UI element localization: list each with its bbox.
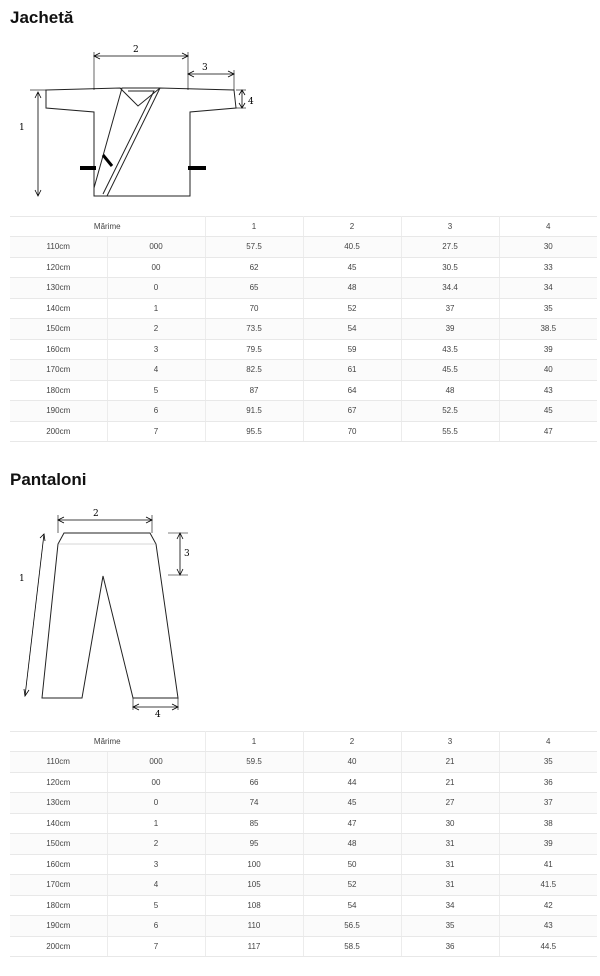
measurement-cell: 31 [401, 875, 499, 896]
measurement-cell: 95.5 [205, 421, 303, 442]
measurement-cell: 108 [205, 895, 303, 916]
measurement-cell: 100 [205, 854, 303, 875]
measurement-cell: 39 [401, 319, 499, 340]
measurement-cell: 47 [499, 421, 597, 442]
header-size: Mărime [10, 732, 205, 752]
measurement-cell: 74 [205, 793, 303, 814]
measurement-cell: 30 [499, 237, 597, 258]
measurement-cell: 79.5 [205, 339, 303, 360]
jacket-lapel [94, 88, 160, 196]
measurement-cell: 33 [499, 257, 597, 278]
header-col: 3 [401, 217, 499, 237]
header-col: 4 [499, 217, 597, 237]
height-cell: 180cm [10, 380, 107, 401]
height-cell: 160cm [10, 854, 107, 875]
pants-dim-4-label: 4 [155, 710, 161, 720]
table-row [10, 401, 597, 422]
table-row [10, 916, 597, 937]
pants-diagram [0, 500, 200, 720]
measurement-cell: 45 [303, 793, 401, 814]
height-cell: 180cm [10, 895, 107, 916]
height-cell: 140cm [10, 813, 107, 834]
size-cell: 5 [107, 895, 205, 916]
size-cell: 7 [107, 421, 205, 442]
pants-dim-3-label: 3 [184, 549, 190, 559]
measurement-cell: 65 [205, 278, 303, 299]
size-cell: 1 [107, 813, 205, 834]
size-cell: 2 [107, 834, 205, 855]
table-row [10, 257, 597, 278]
size-cell: 4 [107, 875, 205, 896]
measurement-cell: 110 [205, 916, 303, 937]
table-row [10, 278, 597, 299]
height-cell: 120cm [10, 772, 107, 793]
table-row [10, 319, 597, 340]
jacket-title: Jachetă [10, 8, 74, 27]
measurement-cell: 67 [303, 401, 401, 422]
measurement-cell: 39 [499, 339, 597, 360]
measurement-cell: 52.5 [401, 401, 499, 422]
table-row [10, 380, 597, 401]
measurement-cell: 48 [303, 834, 401, 855]
size-cell: 0 [107, 278, 205, 299]
measurement-cell: 47 [303, 813, 401, 834]
table-row [10, 936, 597, 957]
measurement-cell: 42 [499, 895, 597, 916]
measurement-cell: 43 [499, 380, 597, 401]
pants-outline [42, 533, 178, 698]
measurement-cell: 54 [303, 895, 401, 916]
measurement-cell: 44 [303, 772, 401, 793]
jacket-dim-2-label: 2 [133, 45, 139, 55]
measurement-cell: 45 [499, 401, 597, 422]
size-cell: 00 [107, 257, 205, 278]
measurement-cell: 30 [401, 813, 499, 834]
height-cell: 200cm [10, 421, 107, 442]
measurement-cell: 40 [499, 360, 597, 381]
measurement-cell: 64 [303, 380, 401, 401]
table-row [10, 834, 597, 855]
pants-dim-1-label: 1 [19, 574, 25, 584]
measurement-cell: 59 [303, 339, 401, 360]
header-col: 2 [303, 732, 401, 752]
measurement-cell: 40 [303, 752, 401, 773]
measurement-cell: 54 [303, 319, 401, 340]
measurement-cell: 43 [499, 916, 597, 937]
height-cell: 110cm [10, 752, 107, 773]
size-cell: 5 [107, 380, 205, 401]
measurement-cell: 38.5 [499, 319, 597, 340]
height-cell: 140cm [10, 298, 107, 319]
measurement-cell: 35 [401, 916, 499, 937]
table-header-row [10, 732, 597, 752]
measurement-cell: 38 [499, 813, 597, 834]
measurement-cell: 66 [205, 772, 303, 793]
height-cell: 160cm [10, 339, 107, 360]
header-col: 1 [205, 732, 303, 752]
size-cell: 4 [107, 360, 205, 381]
measurement-cell: 57.5 [205, 237, 303, 258]
table-row [10, 813, 597, 834]
jacket-dim-1-label: 1 [19, 123, 25, 133]
table-row [10, 895, 597, 916]
size-cell: 3 [107, 339, 205, 360]
height-cell: 170cm [10, 875, 107, 896]
height-cell: 120cm [10, 257, 107, 278]
table-row [10, 772, 597, 793]
size-cell: 000 [107, 752, 205, 773]
jacket-size-table [10, 216, 597, 442]
measurement-cell: 95 [205, 834, 303, 855]
measurement-cell: 91.5 [205, 401, 303, 422]
measurement-cell: 52 [303, 298, 401, 319]
height-cell: 150cm [10, 319, 107, 340]
measurement-cell: 34.4 [401, 278, 499, 299]
measurement-cell: 48 [401, 380, 499, 401]
measurement-cell: 21 [401, 752, 499, 773]
measurement-cell: 52 [303, 875, 401, 896]
measurement-cell: 48 [303, 278, 401, 299]
measurement-cell: 27.5 [401, 237, 499, 258]
measurement-cell: 37 [401, 298, 499, 319]
size-cell: 000 [107, 237, 205, 258]
jacket-dim-3-label: 3 [202, 63, 208, 73]
size-cell: 7 [107, 936, 205, 957]
pants-dim-2-label: 2 [93, 509, 99, 519]
header-size: Mărime [10, 217, 205, 237]
measurement-cell: 70 [205, 298, 303, 319]
measurement-cell: 87 [205, 380, 303, 401]
header-col: 1 [205, 217, 303, 237]
measurement-cell: 55.5 [401, 421, 499, 442]
measurement-cell: 40.5 [303, 237, 401, 258]
measurement-cell: 45 [303, 257, 401, 278]
header-col: 2 [303, 217, 401, 237]
measurement-cell: 73.5 [205, 319, 303, 340]
height-cell: 190cm [10, 401, 107, 422]
measurement-cell: 82.5 [205, 360, 303, 381]
measurement-cell: 35 [499, 298, 597, 319]
pants-title: Pantaloni [10, 470, 87, 489]
size-cell: 0 [107, 793, 205, 814]
table-row [10, 752, 597, 773]
measurement-cell: 31 [401, 834, 499, 855]
measurement-cell: 105 [205, 875, 303, 896]
measurement-cell: 85 [205, 813, 303, 834]
height-cell: 190cm [10, 916, 107, 937]
measurement-cell: 50 [303, 854, 401, 875]
jacket-dim-4-label: 4 [248, 97, 254, 107]
measurement-cell: 27 [401, 793, 499, 814]
measurement-cell: 45.5 [401, 360, 499, 381]
table-header-row [10, 217, 597, 237]
header-col: 4 [499, 732, 597, 752]
table-row [10, 339, 597, 360]
jacket-diagram [0, 0, 280, 210]
height-cell: 130cm [10, 278, 107, 299]
size-cell: 6 [107, 916, 205, 937]
height-cell: 110cm [10, 237, 107, 258]
size-cell: 6 [107, 401, 205, 422]
size-cell: 3 [107, 854, 205, 875]
table-row [10, 360, 597, 381]
measurement-cell: 31 [401, 854, 499, 875]
size-cell: 00 [107, 772, 205, 793]
measurement-cell: 117 [205, 936, 303, 957]
table-row [10, 854, 597, 875]
height-cell: 170cm [10, 360, 107, 381]
measurement-cell: 41 [499, 854, 597, 875]
measurement-cell: 37 [499, 793, 597, 814]
measurement-cell: 58.5 [303, 936, 401, 957]
measurement-cell: 70 [303, 421, 401, 442]
measurement-cell: 21 [401, 772, 499, 793]
height-cell: 200cm [10, 936, 107, 957]
size-cell: 2 [107, 319, 205, 340]
measurement-cell: 56.5 [303, 916, 401, 937]
size-cell: 1 [107, 298, 205, 319]
measurement-cell: 44.5 [499, 936, 597, 957]
table-row [10, 875, 597, 896]
measurement-cell: 43.5 [401, 339, 499, 360]
pants-size-table [10, 731, 597, 957]
table-row [10, 421, 597, 442]
measurement-cell: 62 [205, 257, 303, 278]
table-row [10, 237, 597, 258]
table-row [10, 793, 597, 814]
measurement-cell: 61 [303, 360, 401, 381]
height-cell: 150cm [10, 834, 107, 855]
measurement-cell: 34 [499, 278, 597, 299]
measurement-cell: 59.5 [205, 752, 303, 773]
height-cell: 130cm [10, 793, 107, 814]
header-col: 3 [401, 732, 499, 752]
measurement-cell: 41.5 [499, 875, 597, 896]
measurement-cell: 35 [499, 752, 597, 773]
measurement-cell: 36 [499, 772, 597, 793]
table-row [10, 298, 597, 319]
measurement-cell: 30.5 [401, 257, 499, 278]
measurement-cell: 36 [401, 936, 499, 957]
measurement-cell: 39 [499, 834, 597, 855]
measurement-cell: 34 [401, 895, 499, 916]
